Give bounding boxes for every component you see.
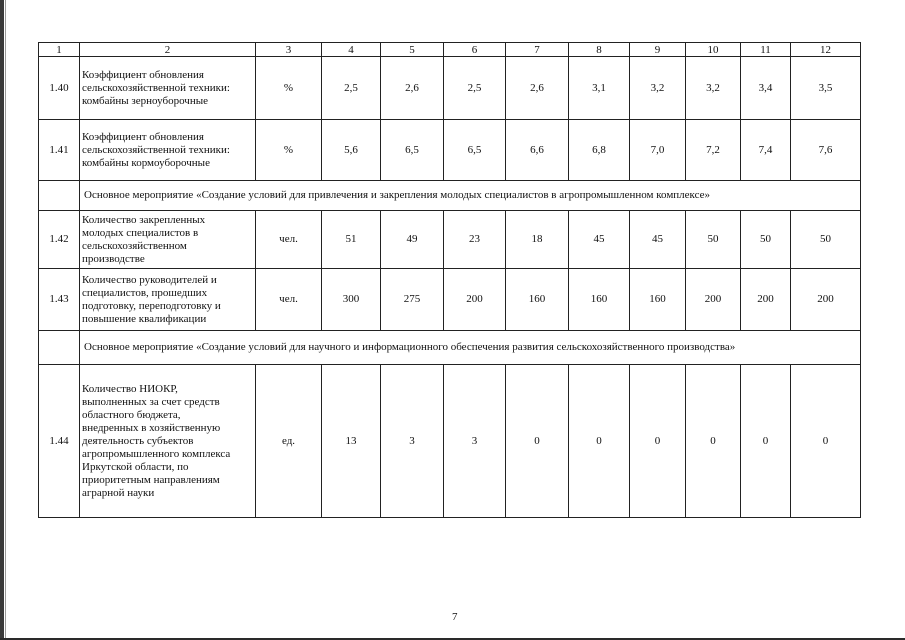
table-row <box>39 120 861 181</box>
value-cell: 300 <box>322 269 381 331</box>
value-cell: 275 <box>381 269 444 331</box>
header-row <box>39 43 861 57</box>
value-cell: 3,5 <box>791 57 861 120</box>
value-cell: 6,5 <box>381 120 444 181</box>
section-row <box>39 331 861 365</box>
indicator-name: Коэффициент обновления сельскохозяйственной техники: комбайны кормоуборочные <box>80 120 256 181</box>
row-number: 1.44 <box>39 365 80 518</box>
value-cell: 45 <box>569 211 630 269</box>
header-cell: 7 <box>506 43 569 57</box>
value-cell: 160 <box>569 269 630 331</box>
value-cell: 18 <box>506 211 569 269</box>
value-cell: 49 <box>381 211 444 269</box>
row-number: 1.43 <box>39 269 80 331</box>
table-row <box>39 269 861 331</box>
value-cell: 5,6 <box>322 120 381 181</box>
page-number: 7 <box>452 611 458 623</box>
value-cell: 7,2 <box>686 120 741 181</box>
value-cell: 6,5 <box>444 120 506 181</box>
value-cell: 200 <box>741 269 791 331</box>
section-number-cell <box>39 181 80 211</box>
value-cell: 3,2 <box>686 57 741 120</box>
value-cell: 7,6 <box>791 120 861 181</box>
value-cell: 51 <box>322 211 381 269</box>
value-cell: 50 <box>741 211 791 269</box>
unit-cell: % <box>256 57 322 120</box>
table-row <box>39 57 861 120</box>
header-cell: 3 <box>256 43 322 57</box>
value-cell: 3 <box>381 365 444 518</box>
value-cell: 0 <box>791 365 861 518</box>
value-cell: 200 <box>444 269 506 331</box>
value-cell: 50 <box>686 211 741 269</box>
section-title: Основное мероприятие «Создание условий для научного и информационного обеспечения развития сельскохозяйственного производства» <box>80 331 861 365</box>
value-cell: 160 <box>506 269 569 331</box>
header-cell: 11 <box>741 43 791 57</box>
value-cell: 13 <box>322 365 381 518</box>
unit-cell: % <box>256 120 322 181</box>
unit-cell: чел. <box>256 211 322 269</box>
header-cell: 6 <box>444 43 506 57</box>
value-cell: 23 <box>444 211 506 269</box>
header-cell: 12 <box>791 43 861 57</box>
value-cell: 0 <box>630 365 686 518</box>
value-cell: 0 <box>741 365 791 518</box>
indicator-name: Количество руководителей и специалистов, прошедших подготовку, переподготовку и повышение квалификации <box>80 269 256 331</box>
section-title: Основное мероприятие «Создание условий для привлечения и закрепления молодых специалистов в агропромышленном комплексе» <box>80 181 861 211</box>
value-cell: 200 <box>791 269 861 331</box>
value-cell: 2,6 <box>506 57 569 120</box>
value-cell: 2,5 <box>322 57 381 120</box>
indicator-table <box>38 42 861 518</box>
value-cell: 2,5 <box>444 57 506 120</box>
value-cell: 200 <box>686 269 741 331</box>
header-cell: 4 <box>322 43 381 57</box>
value-cell: 3,1 <box>569 57 630 120</box>
value-cell: 3 <box>444 365 506 518</box>
unit-cell: чел. <box>256 269 322 331</box>
indicator-name: Количество НИОКР, выполненных за счет средств областного бюджета, внедренных в хозяйственную деятельность субъектов агропромышленного комплекса Иркутской области, по приоритетным направлениям аграрной науки <box>80 365 256 518</box>
value-cell: 6,8 <box>569 120 630 181</box>
header-cell: 9 <box>630 43 686 57</box>
header-cell: 10 <box>686 43 741 57</box>
row-number: 1.42 <box>39 211 80 269</box>
value-cell: 0 <box>506 365 569 518</box>
value-cell: 3,4 <box>741 57 791 120</box>
value-cell: 2,6 <box>381 57 444 120</box>
value-cell: 160 <box>630 269 686 331</box>
value-cell: 7,0 <box>630 120 686 181</box>
section-number-cell <box>39 331 80 365</box>
scan-edge-left-inner <box>5 0 6 640</box>
scan-edge-left <box>0 0 4 640</box>
section-row <box>39 181 861 211</box>
header-cell: 1 <box>39 43 80 57</box>
table-row <box>39 211 861 269</box>
value-cell: 50 <box>791 211 861 269</box>
row-number: 1.41 <box>39 120 80 181</box>
row-number: 1.40 <box>39 57 80 120</box>
indicator-name: Коэффициент обновления сельскохозяйственной техники: комбайны зерноуборочные <box>80 57 256 120</box>
table-row <box>39 365 861 518</box>
indicator-name: Количество закрепленных молодых специалистов в сельскохозяйственном производстве <box>80 211 256 269</box>
header-cell: 2 <box>80 43 256 57</box>
unit-cell: ед. <box>256 365 322 518</box>
header-cell: 5 <box>381 43 444 57</box>
value-cell: 45 <box>630 211 686 269</box>
header-cell: 8 <box>569 43 630 57</box>
value-cell: 6,6 <box>506 120 569 181</box>
value-cell: 0 <box>686 365 741 518</box>
value-cell: 3,2 <box>630 57 686 120</box>
value-cell: 7,4 <box>741 120 791 181</box>
value-cell: 0 <box>569 365 630 518</box>
